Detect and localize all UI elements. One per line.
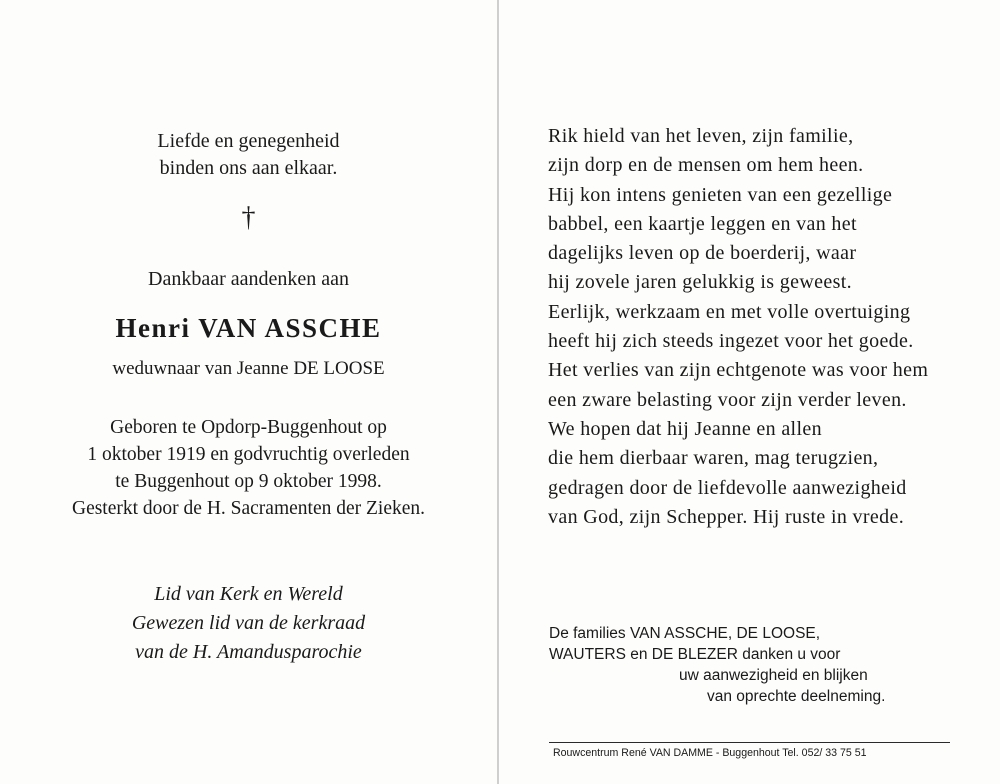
deceased-name: Henri VAN ASSCHE [115, 313, 382, 343]
memorial-line: dagelijks leven op de boerderij, waar [548, 242, 857, 265]
quote-line: binden ons aan elkaar. [159, 157, 338, 179]
memorial-line: zijn dorp en de mensen om hem heen. [548, 154, 864, 177]
memorial-text [548, 122, 928, 532]
memorial-line: gedragen door de liefdevolle aanwezigheid [548, 476, 907, 499]
membership-line: van de H. Amandusparochie [135, 641, 362, 663]
memorial-line: babbel, een kaartje leggen en van het [548, 212, 857, 235]
memberships [0, 580, 497, 667]
thanks-line: De families VAN ASSCHE, DE LOOSE, [549, 625, 821, 642]
memorial-line: Eerlijk, werkzaam en met volle overtuiging [548, 300, 911, 323]
memorial-line: We hopen dat hij Jeanne en allen [548, 417, 822, 440]
footer-divider [549, 742, 950, 743]
details-line: Gesterkt door de H. Sacramenten der Zieken. [71, 498, 426, 519]
memorial-line: van God, zijn Schepper. Hij ruste in vrede. [548, 505, 905, 528]
memorial-line: die hem dierbaar waren, mag terugzien, [548, 447, 879, 470]
opening-quote [0, 128, 497, 182]
details-line: te Buggenhout op 9 oktober 1998. [115, 471, 382, 492]
membership-line: Gewezen lid van de kerkraad [131, 612, 366, 634]
printer-imprint: Rouwcentrum René VAN DAMME - Buggenhout Tel. 052/ 33 75 51 [553, 747, 867, 759]
remembrance-heading: Dankbaar aandenken aan [148, 268, 349, 290]
memorial-line: heeft hij zich steeds ingezet voor het goede. [548, 330, 914, 353]
widower-line: weduwnaar van Jeanne DE LOOSE [112, 358, 385, 379]
details-line: Geboren te Opdorp-Buggenhout op [110, 417, 387, 438]
membership-line: Lid van Kerk en Wereld [154, 583, 343, 605]
memorial-line: een zware belasting voor zijn verder leven. [548, 388, 907, 411]
memorial-line: Het verlies van zijn echtgenote was voor hem [548, 359, 929, 382]
thanks-line: WAUTERS en DE BLEZER danken u voor [549, 646, 841, 663]
family-thanks [549, 623, 885, 707]
thanks-line: uw aanwezigheid en blijken [679, 667, 868, 684]
memorial-line: hij zovele jaren gelukkig is geweest. [548, 271, 852, 294]
cross-icon: † [241, 202, 256, 233]
memorial-line: Hij kon intens genieten van een gezellige [548, 183, 893, 206]
memorial-line: Rik hield van het leven, zijn familie, [548, 125, 854, 147]
birth-death-details [0, 414, 497, 522]
details-line: 1 oktober 1919 en godvruchtig overleden [87, 444, 410, 465]
left-page [0, 0, 497, 784]
quote-line: Liefde en genegenheid [157, 130, 340, 152]
thanks-line: van oprechte deelneming. [707, 688, 886, 705]
